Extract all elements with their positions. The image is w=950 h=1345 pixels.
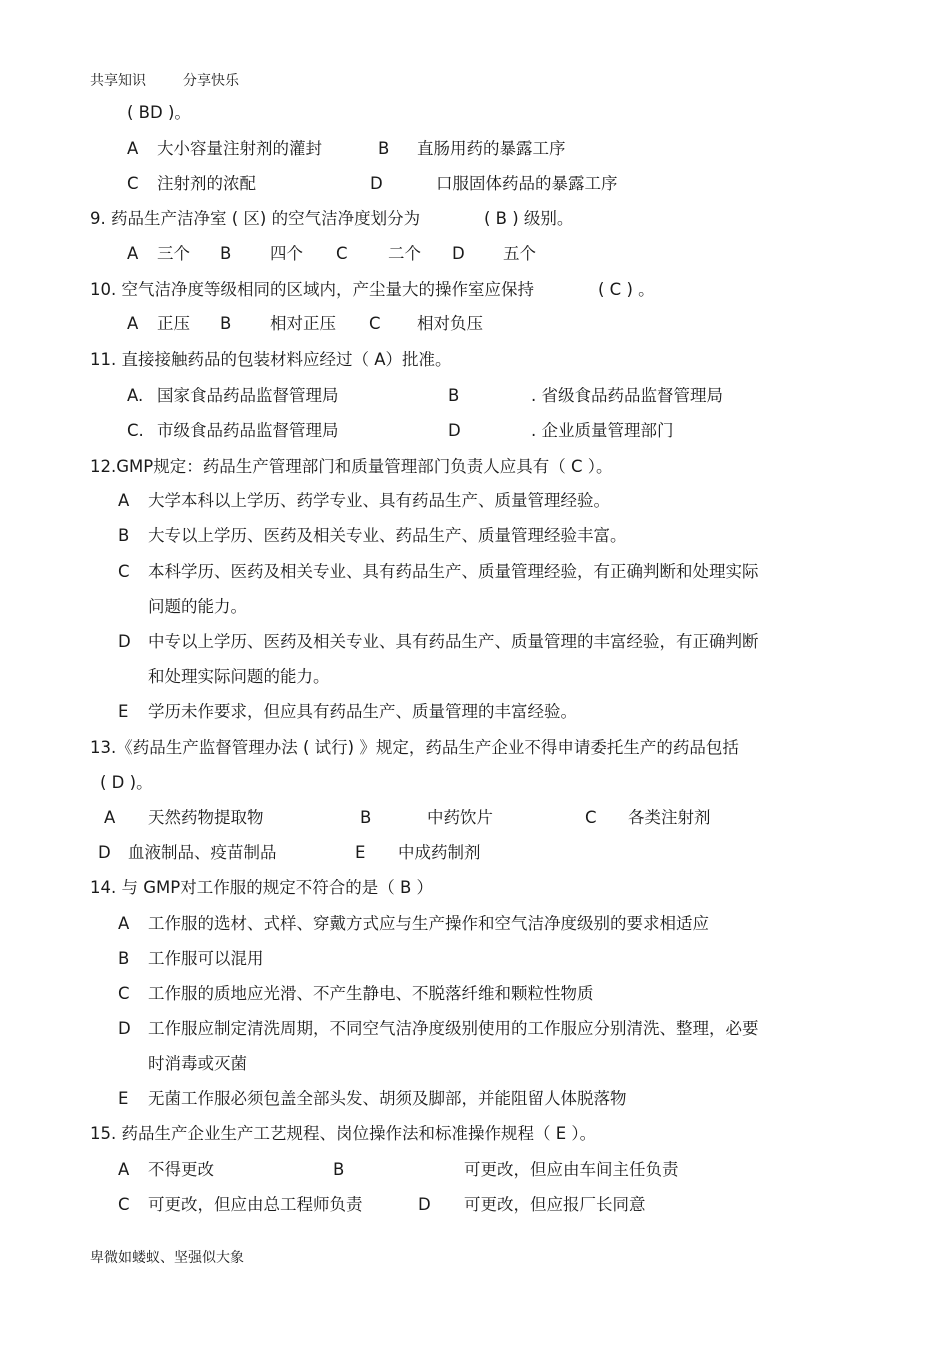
q12-option-c-cont: 问题的能力。	[148, 597, 247, 616]
q9-option-a-letter: A	[127, 244, 139, 263]
header-right: 分享快乐	[183, 73, 239, 89]
q14-option-c-letter: C	[118, 984, 130, 1003]
q14-option-e-letter: E	[118, 1089, 129, 1108]
q13-stem: 13.《药品生产监督管理办法 ( 试行) 》规定，药品生产企业不得申请委托生产的药品包括	[90, 738, 739, 757]
q11-option-a-letter: A.	[127, 386, 144, 405]
q8-answer: ( BD )。	[127, 103, 191, 122]
q8-option-b-letter: B	[378, 139, 390, 158]
q12-option-d-cont: 和处理实际问题的能力。	[148, 667, 330, 686]
q14-option-d-cont: 时消毒或灭菌	[148, 1054, 247, 1073]
q8-option-d: 口服固体药品的暴露工序	[436, 174, 618, 193]
q13-option-d: 血液制品、疫苗制品	[128, 843, 277, 862]
q13-stem-cont: ( D )。	[100, 773, 153, 792]
header-left: 共享知识	[90, 73, 146, 89]
q15-option-d: 可更改，但应报厂长同意	[464, 1195, 646, 1214]
q14-option-b-letter: B	[118, 949, 130, 968]
q14-option-a-letter: A	[118, 914, 130, 933]
q13-option-e: 中成药制剂	[398, 843, 481, 862]
q9-option-b-letter: B	[220, 244, 232, 263]
q10-option-c: 相对负压	[417, 314, 483, 333]
q10-option-a-letter: A	[127, 314, 139, 333]
q15-option-d-letter: D	[418, 1195, 431, 1214]
q10-answer: ( C ) 。	[598, 280, 655, 299]
q8-option-a-letter: A	[127, 139, 139, 158]
q8-option-d-letter: D	[370, 174, 383, 193]
q11-option-b-letter: B	[448, 386, 460, 405]
q10-stem: 10. 空气洁净度等级相同的区域内，产尘量大的操作室应保持	[90, 280, 534, 299]
q15-option-c: 可更改，但应由总工程师负责	[148, 1195, 363, 1214]
q13-option-d-letter: D	[98, 843, 111, 862]
q12-option-e-letter: E	[118, 702, 129, 721]
q15-option-a: 不得更改	[148, 1160, 214, 1179]
q14-option-d-letter: D	[118, 1019, 131, 1038]
q11-option-b: . 省级食品药品监督管理局	[531, 386, 723, 405]
q12-option-c-letter: C	[118, 562, 130, 581]
q13-option-c-letter: C	[585, 808, 597, 827]
q11-stem: 11. 直接接触药品的包装材料应经过（ A）批准。	[90, 350, 452, 369]
q9-stem: 9. 药品生产洁净室 ( 区) 的空气洁净度划分为	[90, 209, 421, 228]
q12-option-a-letter: A	[118, 491, 130, 510]
q9-option-c: 二个	[388, 244, 421, 263]
q12-stem: 12.GMP规定：药品生产管理部门和质量管理部门负责人应具有（ C ）。	[90, 457, 613, 476]
q11-option-d: . 企业质量管理部门	[531, 421, 674, 440]
q12-option-b-letter: B	[118, 526, 130, 545]
q12-option-d-letter: D	[118, 632, 131, 651]
q14-option-c: 工作服的质地应光滑、不产生静电、不脱落纤维和颗粒性物质	[148, 984, 594, 1003]
q12-option-b: 大专以上学历、医药及相关专业、药品生产、质量管理经验丰富。	[148, 526, 627, 545]
q12-option-d: 中专以上学历、医药及相关专业、具有药品生产、质量管理的丰富经验，有正确判断	[148, 632, 759, 651]
q9-answer: ( B ) 级别。	[484, 209, 574, 228]
q9-option-a: 三个	[157, 244, 190, 263]
q9-option-c-letter: C	[336, 244, 348, 263]
q10-option-c-letter: C	[369, 314, 381, 333]
q15-option-b: 可更改，但应由车间主任负责	[464, 1160, 679, 1179]
q13-option-b-letter: B	[360, 808, 372, 827]
q14-stem: 14. 与 GMP对工作服的规定不符合的是（ B ）	[90, 878, 434, 897]
q11-option-c-letter: C.	[127, 421, 144, 440]
q9-option-d-letter: D	[452, 244, 465, 263]
q10-option-a: 正压	[157, 314, 190, 333]
q11-option-d-letter: D	[448, 421, 461, 440]
q13-option-c: 各类注射剂	[628, 808, 711, 827]
q15-option-c-letter: C	[118, 1195, 130, 1214]
q13-option-a-letter: A	[104, 808, 116, 827]
q9-option-b: 四个	[270, 244, 303, 263]
q9-option-d: 五个	[503, 244, 536, 263]
q8-option-c: 注射剂的浓配	[157, 174, 256, 193]
q14-option-d: 工作服应制定清洗周期，不同空气洁净度级别使用的工作服应分别清洗、整理，必要	[148, 1019, 759, 1038]
q8-option-b: 直肠用药的暴露工序	[417, 139, 566, 158]
q10-option-b: 相对正压	[270, 314, 336, 333]
q8-option-a: 大小容量注射剂的灌封	[157, 139, 322, 158]
q15-stem: 15. 药品生产企业生产工艺规程、岗位操作法和标准操作规程（ E ）。	[90, 1124, 597, 1143]
q12-option-e: 学历未作要求，但应具有药品生产、质量管理的丰富经验。	[148, 702, 577, 721]
q13-option-a: 天然药物提取物	[148, 808, 264, 827]
q14-option-e: 无菌工作服必须包盖全部头发、胡须及脚部，并能阻留人体脱落物	[148, 1089, 627, 1108]
q14-option-a: 工作服的选材、式样、穿戴方式应与生产操作和空气洁净度级别的要求相适应	[148, 914, 709, 933]
q15-option-a-letter: A	[118, 1160, 130, 1179]
q8-option-c-letter: C	[127, 174, 139, 193]
footer-text: 卑微如蝼蚁、坚强似大象	[90, 1250, 244, 1266]
q11-option-c: 市级食品药品监督管理局	[157, 421, 339, 440]
q12-option-c: 本科学历、医药及相关专业、具有药品生产、质量管理经验，有正确判断和处理实际	[148, 562, 759, 581]
q11-option-a: 国家食品药品监督管理局	[157, 386, 339, 405]
q13-option-b: 中药饮片	[427, 808, 493, 827]
q12-option-a: 大学本科以上学历、药学专业、具有药品生产、质量管理经验。	[148, 491, 610, 510]
q15-option-b-letter: B	[333, 1160, 345, 1179]
q13-option-e-letter: E	[355, 843, 366, 862]
q10-option-b-letter: B	[220, 314, 232, 333]
q14-option-b: 工作服可以混用	[148, 949, 264, 968]
